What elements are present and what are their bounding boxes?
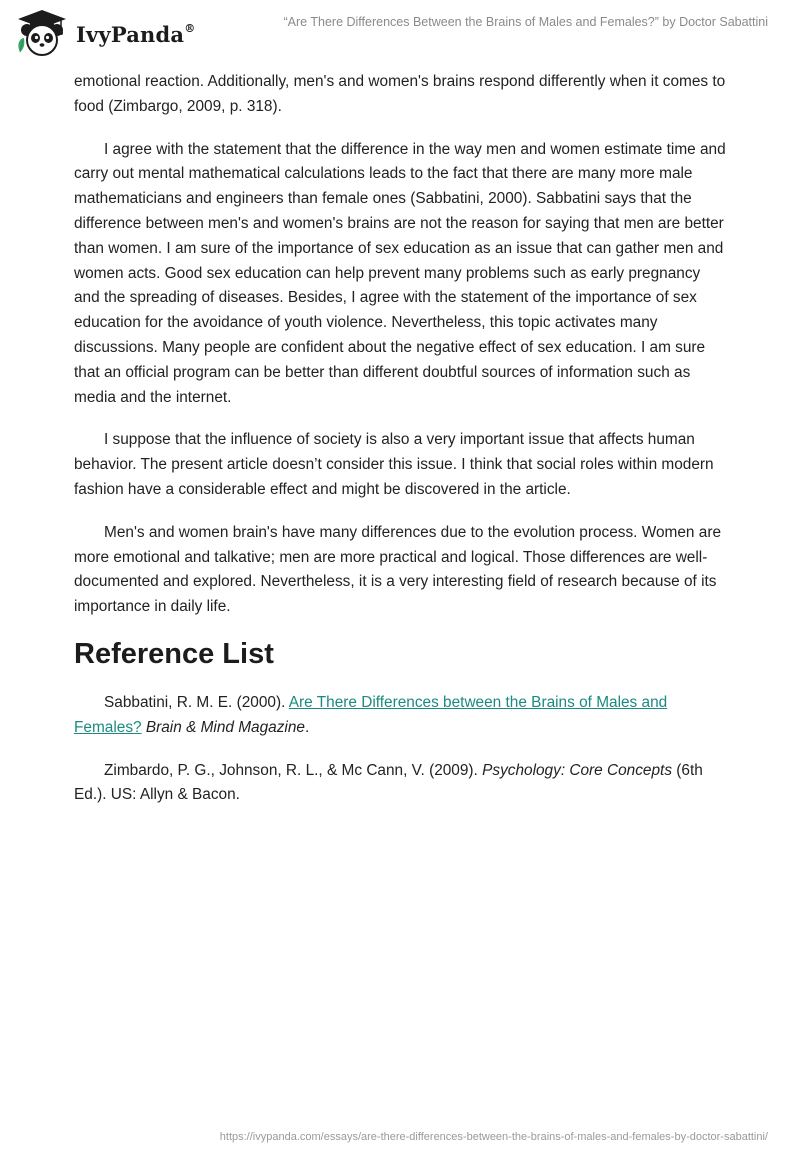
- panda-mascot-icon: [14, 8, 70, 60]
- reference-link[interactable]: Are There Differences between the Brains of Males and Females?: [74, 693, 668, 736]
- brand-text: IvyPanda: [76, 22, 185, 47]
- ivypanda-logo[interactable]: [14, 8, 214, 60]
- reference-authors: Sabbatini, R. M. E. (2000).: [104, 693, 289, 711]
- reference-suffix: .: [304, 718, 310, 736]
- paragraph-continued: emotional reaction. Additionally, men's and women's brains respond differently when it comes to food (Zimbargo, 2009, p. 318).: [74, 73, 726, 115]
- reference-item: [74, 691, 726, 741]
- paragraph: I agree with the statement that the difference in the way men and women estimate time and carry out mental mathematical calculations leads to the fact that there are many more male mathematicians and engineers than female ones (Sabbatini, 2000). Sabbatini says that the difference between men's and women's brains are not the reason for saying that men are better than women. I am sure of the importance of sex education as an issue that can gather men and women acts. Good sex education can help prevent many problems such as early pregnancy and the spreading of diseases. Besides, I agree with the statement of the importance of sex education for the avoidance of youth violence. Nevertheless, this topic activates many discussions. Many people are confident about the negative effect of sex education. I am sure that an official program can be better than different doubtful sources of information such as media and the internet.: [74, 140, 726, 406]
- essay-content: [74, 70, 726, 826]
- paragraph: Men's and women brain's have many differences due to the evolution process. Women are more emotional and talkative; men are more practical and logical. Those differences are well-documented and explored. Nevertheless, it is a very interesting field of research because of its importance in daily life.: [74, 523, 722, 616]
- registered-mark: ®: [184, 22, 196, 35]
- page-header: [0, 0, 800, 70]
- footer-url[interactable]: https://ivypanda.com/essays/are-there-differences-between-the-brains-of-males-and-females-by-doctor-sabattini/: [219, 1131, 768, 1143]
- essay-title: “Are There Differences Between the Brains of Males and Females?” by Doctor Sabattini: [283, 15, 768, 29]
- reference-list-heading: Reference List: [74, 637, 274, 670]
- reference-suffix: (6th Ed.). US: Allyn & Bacon.: [74, 761, 703, 804]
- reference-book-title: Psychology: Core Concepts: [482, 761, 673, 779]
- reference-journal: Brain & Mind Magazine: [145, 718, 305, 736]
- reference-authors: Zimbardo, P. G., Johnson, R. L., & Mc Cann, V. (2009).: [104, 761, 483, 779]
- paragraph: I suppose that the influence of society is also a very important issue that affects human behavior. The present article doesn’t consider this issue. I think that social roles within modern fashion have a considerable effect and might be discovered in the article.: [74, 431, 714, 498]
- reference-item: [74, 759, 726, 809]
- brand-name: [76, 22, 195, 47]
